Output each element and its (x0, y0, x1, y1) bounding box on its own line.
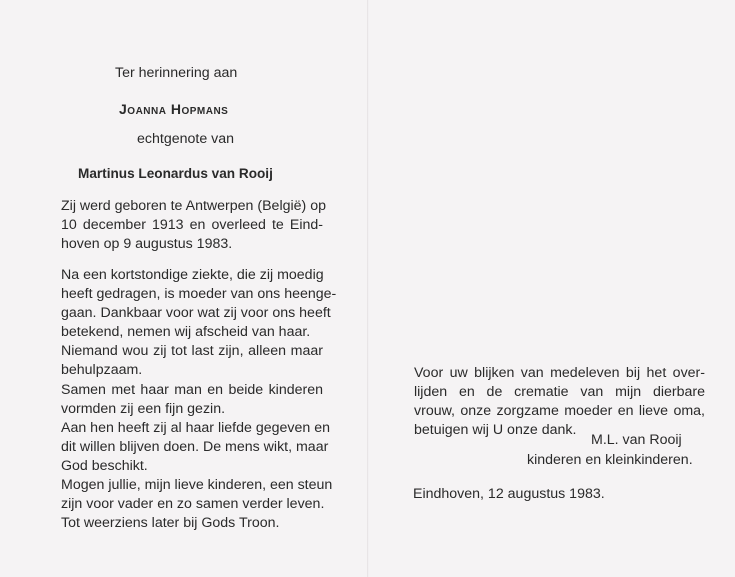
place-date: Eindhoven, 12 augustus 1983. (413, 486, 605, 502)
text-line: gaan. Dankbaar voor wat zij voor ons heeft (61, 305, 331, 322)
left-panel (0, 0, 367, 577)
text-line: Na een kortstondige ziekte, die zij moedig (61, 267, 324, 283)
spouse-name: Martinus Leonardus van Rooij (78, 166, 273, 181)
text-line: heeft gedragen, is moeder van ons heenge- (61, 286, 337, 303)
text-line: Mogen jullie, mijn lieve kinderen, een steun (61, 477, 333, 494)
text-line: dit willen blijven doen. De mens wikt, maar (61, 438, 329, 455)
deceased-name: Joanna Hopmans (119, 101, 229, 117)
text-line: zijn voor vader en zo samen verder leven. (61, 496, 325, 513)
thanks-paragraph (414, 364, 705, 440)
thanks-line: lijden en de crematie van mijn dierbare (414, 384, 705, 401)
relation-text: echtgenote van (137, 131, 235, 147)
thanks-line: betuigen wij U onze dank. (414, 422, 577, 439)
text-line: Aan hen heeft zij al haar liefde gegeven en (61, 419, 330, 436)
thanks-line: vrouw, onze zorgzame moeder en lieve oma, (414, 403, 705, 420)
family-line: kinderen en kleinkinderen. (527, 452, 693, 468)
text-line: vormden zij een fijn gezin. (61, 400, 226, 417)
birth-line: hoven op 9 augustus 1983. (61, 236, 233, 253)
text-line: God beschikt. (61, 457, 148, 474)
text-line: behulpzaam. (61, 362, 143, 379)
thanks-line: Voor uw blijken van medeleven bij het over- (414, 365, 705, 381)
text-line: Samen met haar man en beide kinderen (61, 381, 323, 398)
intro-text: Ter herinnering aan (115, 65, 238, 81)
signature: M.L. van Rooij (591, 432, 682, 448)
birth-line: 10 december 1913 en overleed te Eind- (61, 217, 323, 234)
birth-line: Zij werd geboren te Antwerpen (België) op (61, 198, 326, 214)
text-paragraph (61, 266, 337, 533)
text-line: Niemand wou zij tot last zijn, alleen maar (61, 343, 323, 360)
right-panel (369, 0, 735, 577)
text-line: betekend, nemen wij afscheid van haar. (61, 324, 311, 341)
birth-paragraph (61, 197, 326, 254)
text-line: Tot weerziens later bij Gods Troon. (61, 515, 280, 532)
